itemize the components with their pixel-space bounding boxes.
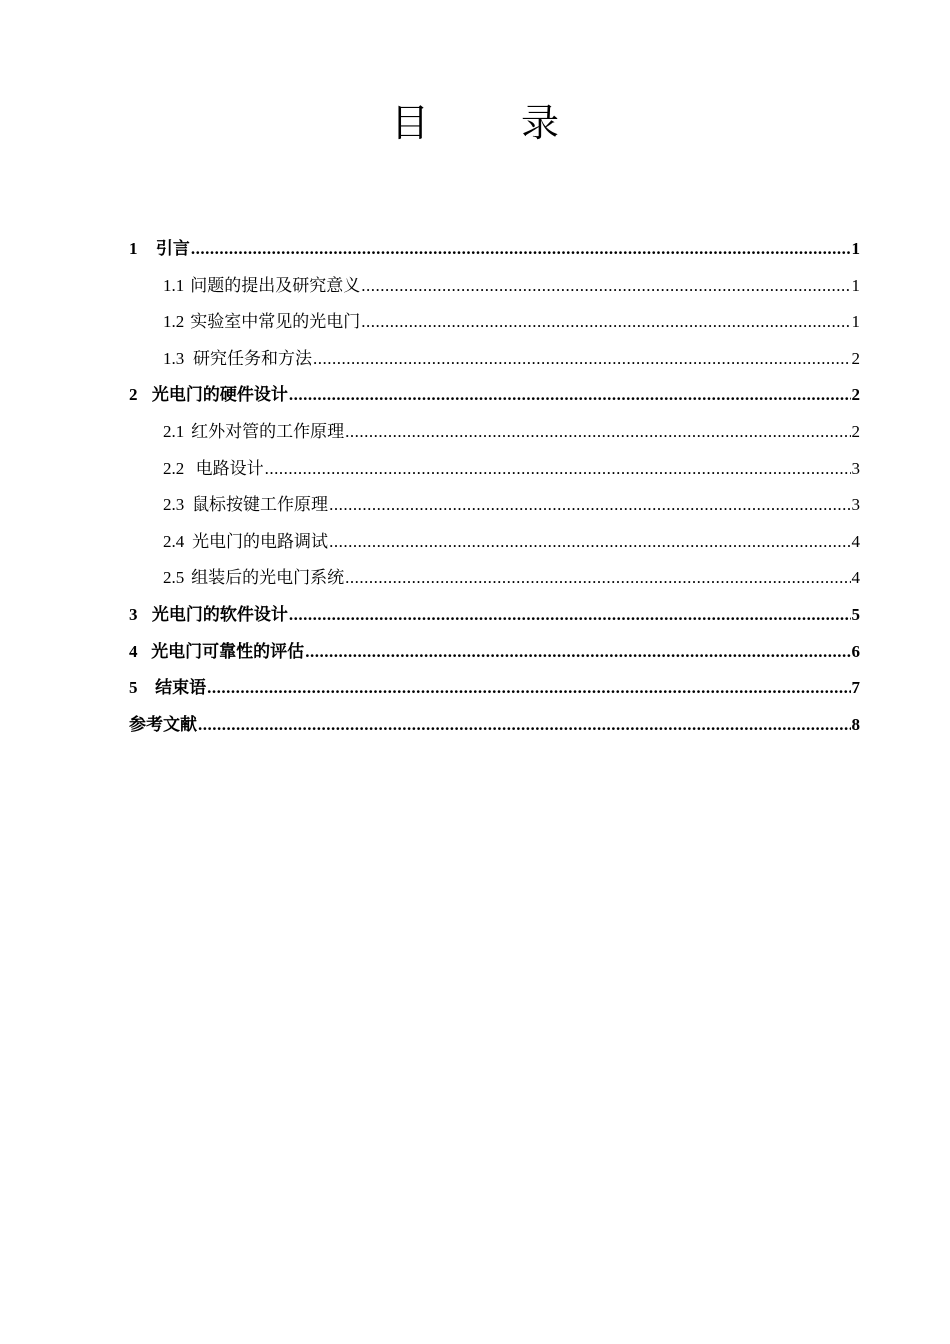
dot-leader xyxy=(345,414,850,451)
toc-entry-number: 1.1 xyxy=(163,275,185,295)
toc-entry-label: 红外对管的工作原理 xyxy=(191,421,345,442)
toc-entry[interactable] xyxy=(129,377,860,414)
dot-leader xyxy=(305,634,850,671)
toc-entry-label: 实验室中常见的光电门 xyxy=(190,312,361,333)
toc-entry-page: 8 xyxy=(851,714,860,734)
dot-leader xyxy=(289,377,851,414)
toc-entry-label: 光电门可靠性的评估 xyxy=(151,641,305,662)
toc-entry[interactable] xyxy=(129,451,860,488)
toc-entry-number: 2.1 xyxy=(163,421,185,441)
toc-entry-number: 3 xyxy=(129,604,138,624)
toc-entry[interactable] xyxy=(129,341,860,378)
toc-entry[interactable] xyxy=(129,414,860,451)
page-title: 目 录 xyxy=(390,101,600,145)
toc-entry-page: 4 xyxy=(851,531,860,551)
toc-entry-page: 4 xyxy=(851,568,860,588)
toc-entry-number: 1 xyxy=(129,239,138,258)
toc-entry-label: 光电门的软件设计 xyxy=(151,604,288,625)
toc-entry-number: 2.4 xyxy=(163,531,185,551)
toc-entry-label: 光电门的硬件设计 xyxy=(151,385,288,406)
dot-leader xyxy=(191,231,851,268)
toc-entry-page: 5 xyxy=(851,604,860,624)
dot-leader xyxy=(361,304,850,341)
dot-leader xyxy=(198,707,851,744)
toc-entry-number: 1.2 xyxy=(163,312,185,332)
toc-entry-label: 问题的提出及研究意义 xyxy=(190,275,361,296)
toc-entry-label: 引言 xyxy=(155,239,190,259)
dot-leader xyxy=(329,487,850,524)
toc-entry[interactable] xyxy=(129,231,860,268)
toc-entry-page: 1 xyxy=(851,239,860,258)
dot-leader xyxy=(361,268,850,305)
dot-leader xyxy=(329,524,850,561)
toc-entry[interactable] xyxy=(129,560,860,597)
toc-entry-page: 2 xyxy=(851,348,860,368)
toc-entry[interactable] xyxy=(129,304,860,341)
dot-leader xyxy=(207,670,850,707)
toc-entry-page: 1 xyxy=(851,312,860,332)
toc-entry[interactable] xyxy=(129,524,860,561)
dot-leader xyxy=(313,341,851,378)
toc-entry[interactable] xyxy=(129,707,860,744)
toc-entry[interactable] xyxy=(129,634,860,671)
dot-leader xyxy=(289,597,851,634)
table-of-contents xyxy=(129,231,860,743)
toc-entry-label: 研究任务和方法 xyxy=(192,348,312,369)
toc-entry-page: 1 xyxy=(851,275,860,295)
toc-entry-label: 鼠标按键工作原理 xyxy=(192,495,329,516)
toc-entry-label: 结束语 xyxy=(155,678,207,699)
dot-leader xyxy=(265,451,851,488)
toc-entry-label: 光电门的电路调试 xyxy=(192,531,329,552)
toc-entry-page: 7 xyxy=(851,678,860,698)
toc-entry-number: 5 xyxy=(129,678,138,698)
toc-entry-page: 2 xyxy=(851,421,860,441)
toc-entry-number: 4 xyxy=(129,641,138,661)
toc-entry-page: 3 xyxy=(851,458,860,478)
toc-entry-label: 参考文献 xyxy=(129,714,197,735)
toc-entry-page: 2 xyxy=(851,385,860,405)
toc-entry-number: 2.2 xyxy=(163,458,185,478)
dot-leader xyxy=(345,560,850,597)
toc-entry-label: 电路设计 xyxy=(195,458,264,479)
toc-entry-label: 组装后的光电门系统 xyxy=(191,568,345,589)
toc-entry-page: 3 xyxy=(851,495,860,515)
toc-entry-number: 2 xyxy=(129,385,138,405)
toc-entry-number: 1.3 xyxy=(163,348,185,368)
toc-entry-number: 2.3 xyxy=(163,495,185,515)
toc-entry-number: 2.5 xyxy=(163,568,185,588)
toc-entry[interactable] xyxy=(129,670,860,707)
toc-entry[interactable] xyxy=(129,597,860,634)
toc-entry[interactable] xyxy=(129,487,860,524)
toc-entry-page: 6 xyxy=(851,641,860,661)
toc-entry[interactable] xyxy=(129,268,860,305)
